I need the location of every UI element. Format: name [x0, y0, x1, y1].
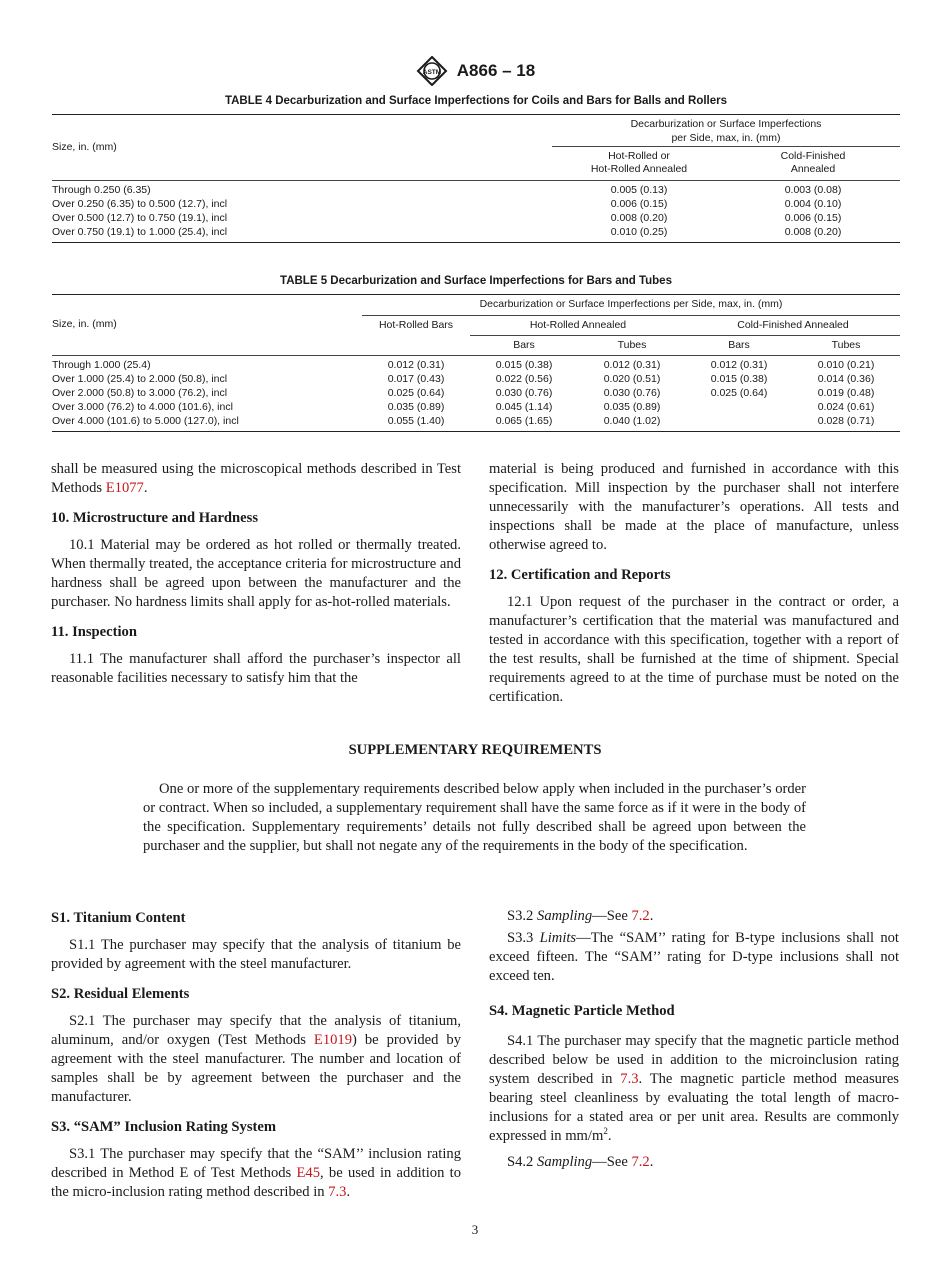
- section-12-1: 12.1 Upon request of the purchaser in the contract or order, a manufacturer’s certification that the material was manufactured and tested in accordance with this specification, together with a report of the test results, shall be furnished at the time of shipment. Special requirements agreed to at the time of purchase must be noted on the certification.: [489, 594, 899, 705]
- table4-cell-size: Over 0.250 (6.35) to 0.500 (12.7), incl: [52, 197, 228, 210]
- table4-cell-hot: 0.008 (0.20): [610, 211, 668, 224]
- table5-cell-hra-tubes: 0.030 (0.76): [603, 386, 661, 399]
- s2-1: S2.1 The purchaser may specify that the analysis of titanium, aluminum, and/or oxygen (Test Methods E1019) be provided by agreement with the steel manufacturer. The number and location of samples shall be by agreement between the purchaser and the manufacturer.: [51, 1013, 461, 1105]
- table5-cell-cfa-tubes: 0.028 (0.71): [792, 415, 900, 432]
- table5-cell-size: Over 2.000 (50.8) to 3.000 (76.2), incl: [52, 386, 228, 399]
- table5-row: [52, 356, 900, 373]
- table5-cell-cfa-bars: 0.012 (0.31): [686, 356, 792, 373]
- table5-cell-cfa-bars: [686, 401, 792, 415]
- table4-cell-size: Over 0.750 (19.1) to 1.000 (25.4), incl: [52, 226, 552, 243]
- table5-cell-cfa-tubes: 0.019 (0.48): [817, 386, 875, 399]
- supp-left-column: [51, 909, 461, 1202]
- table5: [52, 294, 900, 432]
- right-column-upper: [489, 460, 899, 707]
- astm-logo-icon: [415, 56, 449, 86]
- table5-cell-hra-bars: 0.045 (1.14): [495, 400, 553, 413]
- table4-cell-hot: 0.006 (0.15): [610, 197, 668, 210]
- table5-row: [52, 401, 900, 415]
- table5-hra-tubes-header: Tubes: [578, 335, 686, 356]
- table5-cell-cfa-tubes: 0.024 (0.61): [817, 400, 875, 413]
- table5-cfa-bars-header: Bars: [686, 335, 792, 356]
- table5-cold-finished-annealed-header: Cold-Finished Annealed: [686, 315, 900, 335]
- supplementary-heading: SUPPLEMENTARY REQUIREMENTS: [348, 742, 602, 758]
- table5-group-header: Decarburization or Surface Imperfections per Side, max, in. (mm): [362, 295, 900, 316]
- table5-cell-cfa-tubes: 0.014 (0.36): [817, 373, 875, 386]
- page-header: [0, 56, 950, 86]
- table5-row: [52, 373, 900, 387]
- table5-body: [52, 356, 900, 432]
- table4-cell-cold: 0.004 (0.10): [784, 197, 842, 210]
- table5-cell-cfa-tubes: 0.010 (0.21): [792, 356, 900, 373]
- table5-cell-cfa-bars: [686, 415, 792, 432]
- table5-cell-size: Over 1.000 (25.4) to 2.000 (50.8), incl: [52, 373, 228, 386]
- table4-cell-hot: 0.005 (0.13): [552, 181, 726, 198]
- table4-row: [52, 198, 900, 212]
- link-7-3-b[interactable]: 7.3: [620, 1071, 639, 1087]
- table5-cell-hrb: 0.055 (1.40): [362, 415, 470, 432]
- table5-cell-cfa-bars: 0.025 (0.64): [710, 386, 768, 399]
- s4-heading: S4. Magnetic Particle Method: [489, 1003, 675, 1019]
- supplementary-intro: One or more of the supplementary requirements described below apply when included in the purchaser’s order or contract. When so included, a supplementary requirement shall have the same force as if it were in the body of the specification. Supplementary requirements’ details not fully described shall be agreed upon between the purchaser and the supplier, but shall not negate any of the requirements in the body of the specification.: [143, 781, 806, 854]
- table5-cell-size: Over 3.000 (76.2) to 4.000 (101.6), incl: [52, 400, 233, 413]
- table5-cell-hrb: 0.017 (0.43): [387, 373, 445, 386]
- section-10-1: 10.1 Material may be ordered as hot rolled or thermally treated. When thermally treated, the acceptance criteria for microstructure and hardness shall be agreed upon between the manufacturer and the purchaser. No hardness limits shall apply for as-hot-rolled materials.: [51, 537, 461, 610]
- table5-cell-size: Through 1.000 (25.4): [52, 356, 362, 373]
- s3-3: S3.3 Limits—The “SAM’’ rating for B-type inclusions shall not exceed fifteen. The “SAM’’ rating for D-type inclusions shall not exceed ten.: [489, 930, 899, 984]
- section-10-heading: 10. Microstructure and Hardness: [51, 510, 259, 526]
- table4-sub-hot: Hot-Rolled or Hot-Rolled Annealed: [552, 146, 726, 181]
- table5-cell-hrb: 0.035 (0.89): [387, 400, 445, 413]
- designation: A866 – 18: [456, 61, 536, 80]
- table5-hot-rolled-bars-header: Hot-Rolled Bars: [362, 315, 470, 356]
- table5-cfa-tubes-header: Tubes: [792, 335, 900, 356]
- s3-1: S3.1 The purchaser may specify that the “SAM’’ inclusion rating described in Method E of Test Methods E45, be used in addition to the micro-inclusion rating method described in 7.3.: [51, 1146, 462, 1200]
- table4-cell-cold: 0.006 (0.15): [784, 211, 842, 224]
- table5-hot-rolled-annealed-header: Hot-Rolled Annealed: [470, 315, 686, 335]
- section-11-1: 11.1 The manufacturer shall afford the purchaser’s inspector all reasonable facilities necessary to satisfy him that the: [51, 651, 461, 686]
- table5-cell-hra-bars: 0.022 (0.56): [495, 373, 553, 386]
- table4-cell-cold: 0.003 (0.08): [726, 181, 900, 198]
- table5-cell-size: Over 4.000 (101.6) to 5.000 (127.0), incl: [52, 415, 362, 432]
- link-7-3[interactable]: 7.3: [328, 1184, 347, 1200]
- table4-caption: TABLE 4 Decarburization and Surface Imperfections for Coils and Bars for Balls and Rollers: [224, 95, 728, 107]
- link-e45[interactable]: E45: [296, 1165, 320, 1181]
- supp-right-column: [489, 907, 899, 1172]
- logo-text: ASTM: [422, 69, 441, 76]
- table4-body: [52, 181, 900, 243]
- s4-2: S4.2 Sampling—See 7.2.: [507, 1154, 654, 1170]
- s1-heading: S1. Titanium Content: [51, 910, 186, 926]
- table5-cell-hrb: 0.012 (0.31): [362, 356, 470, 373]
- s2-heading: S2. Residual Elements: [51, 986, 190, 1002]
- table4-cell-size: Through 0.250 (6.35): [52, 181, 552, 198]
- s1-1: S1.1 The purchaser may specify that the analysis of titanium be provided by agreement with the steel manufacturer.: [51, 937, 461, 972]
- table5-cell-hra-bars: 0.030 (0.76): [495, 386, 553, 399]
- table5-cell-cfa-bars: 0.015 (0.38): [710, 373, 768, 386]
- table4-size-header: Size, in. (mm): [52, 115, 552, 181]
- link-7-2[interactable]: 7.2: [631, 908, 650, 924]
- section-11-heading: 11. Inspection: [51, 624, 137, 640]
- link-7-2-b[interactable]: 7.2: [631, 1154, 650, 1170]
- table4-sub-cold: Cold-Finished Annealed: [726, 146, 900, 181]
- table4-row: [52, 212, 900, 226]
- link-e1019[interactable]: E1019: [313, 1032, 353, 1048]
- table4: [52, 114, 900, 243]
- continued-paragraph-left: shall be measured using the microscopical methods described in Test Methods E1077.: [51, 461, 461, 496]
- left-column-upper: [51, 460, 461, 688]
- page-number: 3: [471, 1222, 479, 1237]
- table5-size-header: Size, in. (mm): [52, 295, 362, 356]
- section-12-heading: 12. Certification and Reports: [489, 567, 671, 583]
- table4-cell-cold: 0.008 (0.20): [726, 226, 900, 243]
- s3-heading: S3. “SAM” Inclusion Rating System: [51, 1119, 277, 1135]
- table4-group-header: Decarburization or Surface Imperfections per Side, max, in. (mm): [552, 115, 900, 147]
- table5-hra-bars-header: Bars: [470, 335, 578, 356]
- table5-cell-hra-tubes: 0.020 (0.51): [603, 373, 661, 386]
- s4-1: S4.1 The purchaser may specify that the magnetic particle method described below be used in addition to the microinclusion rating system described in 7.3. The magnetic particle method measures bearing steel cleanliness by evaluating the total length of macro-inclusions for a stated area or per unit area. Results are commonly expressed in $mm/m^2$.: [489, 1033, 899, 1144]
- table5-row: [52, 415, 900, 432]
- link-e1077[interactable]: E1077: [105, 480, 144, 496]
- continued-paragraph-right: material is being produced and furnished in accordance with this specification. Mill inspection by the purchaser shall not interfere unnecessarily with the manufacturer’s operations. All tests and inspections shall be made at the place of manufacture, unless otherwise agreed to.: [489, 461, 899, 553]
- table5-cell-hra-tubes: 0.035 (0.89): [603, 400, 661, 413]
- table5-cell-hra-tubes: 0.040 (1.02): [578, 415, 686, 432]
- s3-2: S3.2 Sampling—See 7.2.: [507, 908, 654, 924]
- table5-caption: TABLE 5 Decarburization and Surface Imperfections for Bars and Tubes: [280, 275, 672, 287]
- table4-cell-size: Over 0.500 (12.7) to 0.750 (19.1), incl: [52, 211, 228, 224]
- table4-row: [52, 181, 900, 198]
- table4-row: [52, 226, 900, 243]
- table5-cell-hra-bars: 0.015 (0.38): [470, 356, 578, 373]
- table5-cell-hra-tubes: 0.012 (0.31): [578, 356, 686, 373]
- table5-row: [52, 387, 900, 401]
- table5-cell-hra-bars: 0.065 (1.65): [470, 415, 578, 432]
- table4-cell-hot: 0.010 (0.25): [552, 226, 726, 243]
- table5-cell-hrb: 0.025 (0.64): [387, 386, 445, 399]
